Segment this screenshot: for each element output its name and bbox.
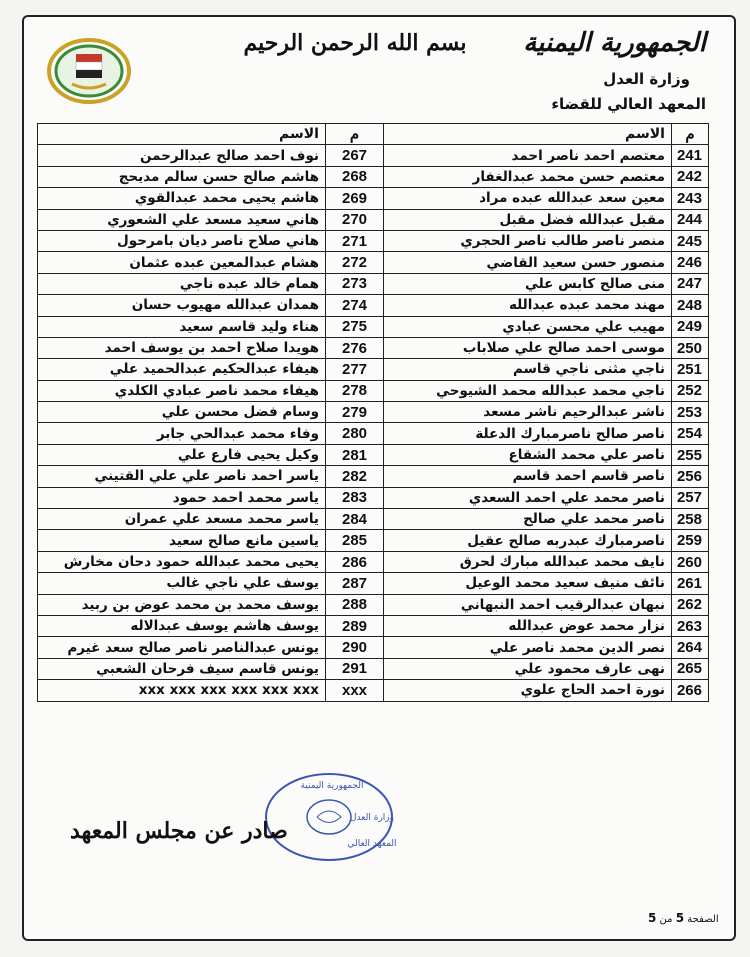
row-name-left: هويدا صلاح احمد بن يوسف احمد (38, 337, 326, 358)
row-number-left: 285 (326, 530, 384, 551)
row-name-left: هناء وليد قاسم سعيد (38, 316, 326, 337)
page-number (648, 911, 719, 925)
row-name-right: معين سعد عبدالله عبده مراد (384, 188, 672, 209)
stamp-line-1: الجمهورية اليمنية (300, 781, 364, 791)
row-number-left: 290 (326, 637, 384, 658)
stamp-line-3: المعهد العالي (347, 839, 397, 849)
table-row (38, 145, 709, 166)
row-name-right: نايف محمد عبدالله مبارك لحرق (384, 551, 672, 572)
table-row (38, 509, 709, 530)
row-name-left: وكيل يحيى فارع علي (38, 444, 326, 465)
row-name-left: نوف احمد صالح عبدالرحمن (38, 145, 326, 166)
row-number-left: 267 (326, 145, 384, 166)
row-name-left: هيفاء عبدالحكيم عبدالحميد علي (38, 359, 326, 380)
row-number-right: 241 (672, 145, 709, 166)
row-name-right: منى صالح كابس علي (384, 273, 672, 294)
table-row (38, 316, 709, 337)
header-name-right: الاسم (384, 124, 672, 145)
table-row (38, 530, 709, 551)
row-number-left: 272 (326, 252, 384, 273)
row-number-right: 251 (672, 359, 709, 380)
row-number-right: 258 (672, 509, 709, 530)
row-number-right: 248 (672, 295, 709, 316)
row-name-left: ياسر محمد احمد حمود (38, 487, 326, 508)
row-number-right: 250 (672, 337, 709, 358)
page-label: الصفحة (687, 914, 719, 925)
row-name-right: ناشر عبدالرحيم ناشر مسعد (384, 402, 672, 423)
row-number-left: 288 (326, 594, 384, 615)
row-number-right: 257 (672, 487, 709, 508)
row-number-right: 249 (672, 316, 709, 337)
row-name-right: مهند محمد عبده عبدالله (384, 295, 672, 316)
row-number-right: 245 (672, 230, 709, 251)
issuer-signoff: صادر عن مجلس المعهد (70, 818, 288, 844)
row-number-left: 276 (326, 337, 384, 358)
row-name-left: همام خالد عبده ناجي (38, 273, 326, 294)
row-number-right: 263 (672, 615, 709, 636)
page-of: من (659, 914, 673, 925)
row-name-right: ناصر علي محمد الشقاع (384, 444, 672, 465)
row-number-left: 289 (326, 615, 384, 636)
row-name-left: ياسر محمد مسعد علي عمران (38, 509, 326, 530)
row-name-left: وفاء محمد عبدالحي جابر (38, 423, 326, 444)
row-number-left: 283 (326, 487, 384, 508)
row-name-left: هاشم يحيى محمد عبدالقوي (38, 188, 326, 209)
row-number-right: 255 (672, 444, 709, 465)
ministry-title: وزارة العدل (603, 70, 690, 88)
row-name-right: ناصر محمد علي صالح (384, 509, 672, 530)
row-name-right: منصر ناصر طالب ناصر الحجري (384, 230, 672, 251)
row-name-right: نبهان عبدالرقيب احمد النبهاني (384, 594, 672, 615)
row-name-right: نورة احمد الحاج علوي (384, 680, 672, 701)
row-name-right: ناجي محمد عبدالله محمد الشيوحي (384, 380, 672, 401)
row-number-right: 260 (672, 551, 709, 572)
row-name-left: يونس قاسم سيف فرحان الشعبي (38, 658, 326, 679)
header-name-left: الاسم (38, 124, 326, 145)
table-row (38, 209, 709, 230)
row-name-right: نائف منيف سعيد محمد الوعيل (384, 573, 672, 594)
row-number-right: 246 (672, 252, 709, 273)
row-number-left: 282 (326, 466, 384, 487)
header-number-right: م (672, 124, 709, 145)
row-name-right: مهيب علي محسن عبادي (384, 316, 672, 337)
row-number-left: 291 (326, 658, 384, 679)
row-name-left: يونس عبدالناصر ناصر صالح سعد غيرم (38, 637, 326, 658)
row-name-right: مقبل عبدالله فضل مقبل (384, 209, 672, 230)
row-name-left: يوسف علي ناجي غالب (38, 573, 326, 594)
row-number-left: xxx (326, 680, 384, 701)
row-number-left: 279 (326, 402, 384, 423)
table-header-row (38, 124, 709, 145)
table-row (38, 188, 709, 209)
table-row (38, 680, 709, 701)
table-row (38, 444, 709, 465)
row-name-right: ناصرمبارك عبدربه صالح عقيل (384, 530, 672, 551)
row-name-right: ناصر محمد علي احمد السعدي (384, 487, 672, 508)
table-row (38, 359, 709, 380)
row-number-left: 277 (326, 359, 384, 380)
row-number-right: 261 (672, 573, 709, 594)
table-row (38, 295, 709, 316)
table-row (38, 466, 709, 487)
row-name-left: xxx xxx xxx xxx xxx xxx (38, 680, 326, 701)
row-name-right: معتصم احمد ناصر احمد (384, 145, 672, 166)
row-name-right: نزار محمد عوض عبدالله (384, 615, 672, 636)
row-number-right: 256 (672, 466, 709, 487)
page-current: 5 (675, 911, 685, 925)
row-name-left: هشام عبدالمعين عبده عثمان (38, 252, 326, 273)
row-name-left: وسام فضل محسن علي (38, 402, 326, 423)
stamp-line-2: وزارة العدل (350, 813, 394, 823)
row-name-left: يوسف محمد بن محمد عوض بن ربيد (38, 594, 326, 615)
row-number-right: 253 (672, 402, 709, 423)
row-name-left: يوسف هاشم يوسف عبدالاله (38, 615, 326, 636)
republic-title: الجمهورية اليمنية (523, 28, 706, 58)
row-name-left: هاشم صالح حسن سالم مديحج (38, 166, 326, 187)
table-row (38, 166, 709, 187)
row-number-left: 268 (326, 166, 384, 187)
row-number-right: 262 (672, 594, 709, 615)
row-number-left: 281 (326, 444, 384, 465)
row-number-left: 274 (326, 295, 384, 316)
row-name-right: معتصم حسن محمد عبدالغفار (384, 166, 672, 187)
table-row (38, 423, 709, 444)
row-number-left: 275 (326, 316, 384, 337)
row-name-right: ناجي مثنى ناجي قاسم (384, 359, 672, 380)
row-name-right: ناصر قاسم احمد قاسم (384, 466, 672, 487)
basmala: بسم الله الرحمن الرحيم (243, 30, 467, 56)
row-number-right: 243 (672, 188, 709, 209)
row-number-left: 269 (326, 188, 384, 209)
row-number-right: 265 (672, 658, 709, 679)
row-name-right: موسى احمد صالح علي صلاباب (384, 337, 672, 358)
row-name-right: نصر الدين محمد ناصر علي (384, 637, 672, 658)
institute-emblem-icon (46, 38, 132, 104)
institute-title: المعهد العالي للقضاء (551, 95, 706, 113)
row-number-right: 242 (672, 166, 709, 187)
table-row (38, 573, 709, 594)
row-number-left: 270 (326, 209, 384, 230)
row-number-left: 271 (326, 230, 384, 251)
row-number-right: 254 (672, 423, 709, 444)
row-number-right: 244 (672, 209, 709, 230)
row-name-left: هاني صلاح ناصر ديان بامرحول (38, 230, 326, 251)
row-name-left: ياسر احمد ناصر علي علي القتيني (38, 466, 326, 487)
page-total: 5 (648, 911, 657, 925)
row-name-left: هاني سعيد مسعد علي الشعوري (38, 209, 326, 230)
row-number-left: 278 (326, 380, 384, 401)
row-name-left: هيفاء محمد ناصر عبادي الكلدي (38, 380, 326, 401)
table-row (38, 273, 709, 294)
row-name-right: ناصر صالح ناصرمبارك الدعلة (384, 423, 672, 444)
row-number-right: 266 (672, 680, 709, 701)
table-row (38, 230, 709, 251)
table-row (38, 658, 709, 679)
names-table (37, 123, 709, 702)
table-row (38, 252, 709, 273)
table-row (38, 337, 709, 358)
row-name-left: ياسين مانع صالح سعيد (38, 530, 326, 551)
table-row (38, 637, 709, 658)
row-number-left: 286 (326, 551, 384, 572)
row-number-right: 252 (672, 380, 709, 401)
row-number-right: 259 (672, 530, 709, 551)
table-row (38, 551, 709, 572)
header-number-left: م (326, 124, 384, 145)
row-name-right: نهى عارف محمود علي (384, 658, 672, 679)
row-number-right: 264 (672, 637, 709, 658)
row-number-left: 284 (326, 509, 384, 530)
table-row (38, 487, 709, 508)
row-number-left: 273 (326, 273, 384, 294)
table-row (38, 402, 709, 423)
row-number-right: 247 (672, 273, 709, 294)
row-name-right: منصور حسن سعيد القاضي (384, 252, 672, 273)
row-name-left: همدان عبدالله مهيوب حسان (38, 295, 326, 316)
row-name-left: يحيى محمد عبدالله حمود دحان مخارش (38, 551, 326, 572)
row-number-left: 280 (326, 423, 384, 444)
table-row (38, 380, 709, 401)
table-row (38, 615, 709, 636)
table-row (38, 594, 709, 615)
row-number-left: 287 (326, 573, 384, 594)
